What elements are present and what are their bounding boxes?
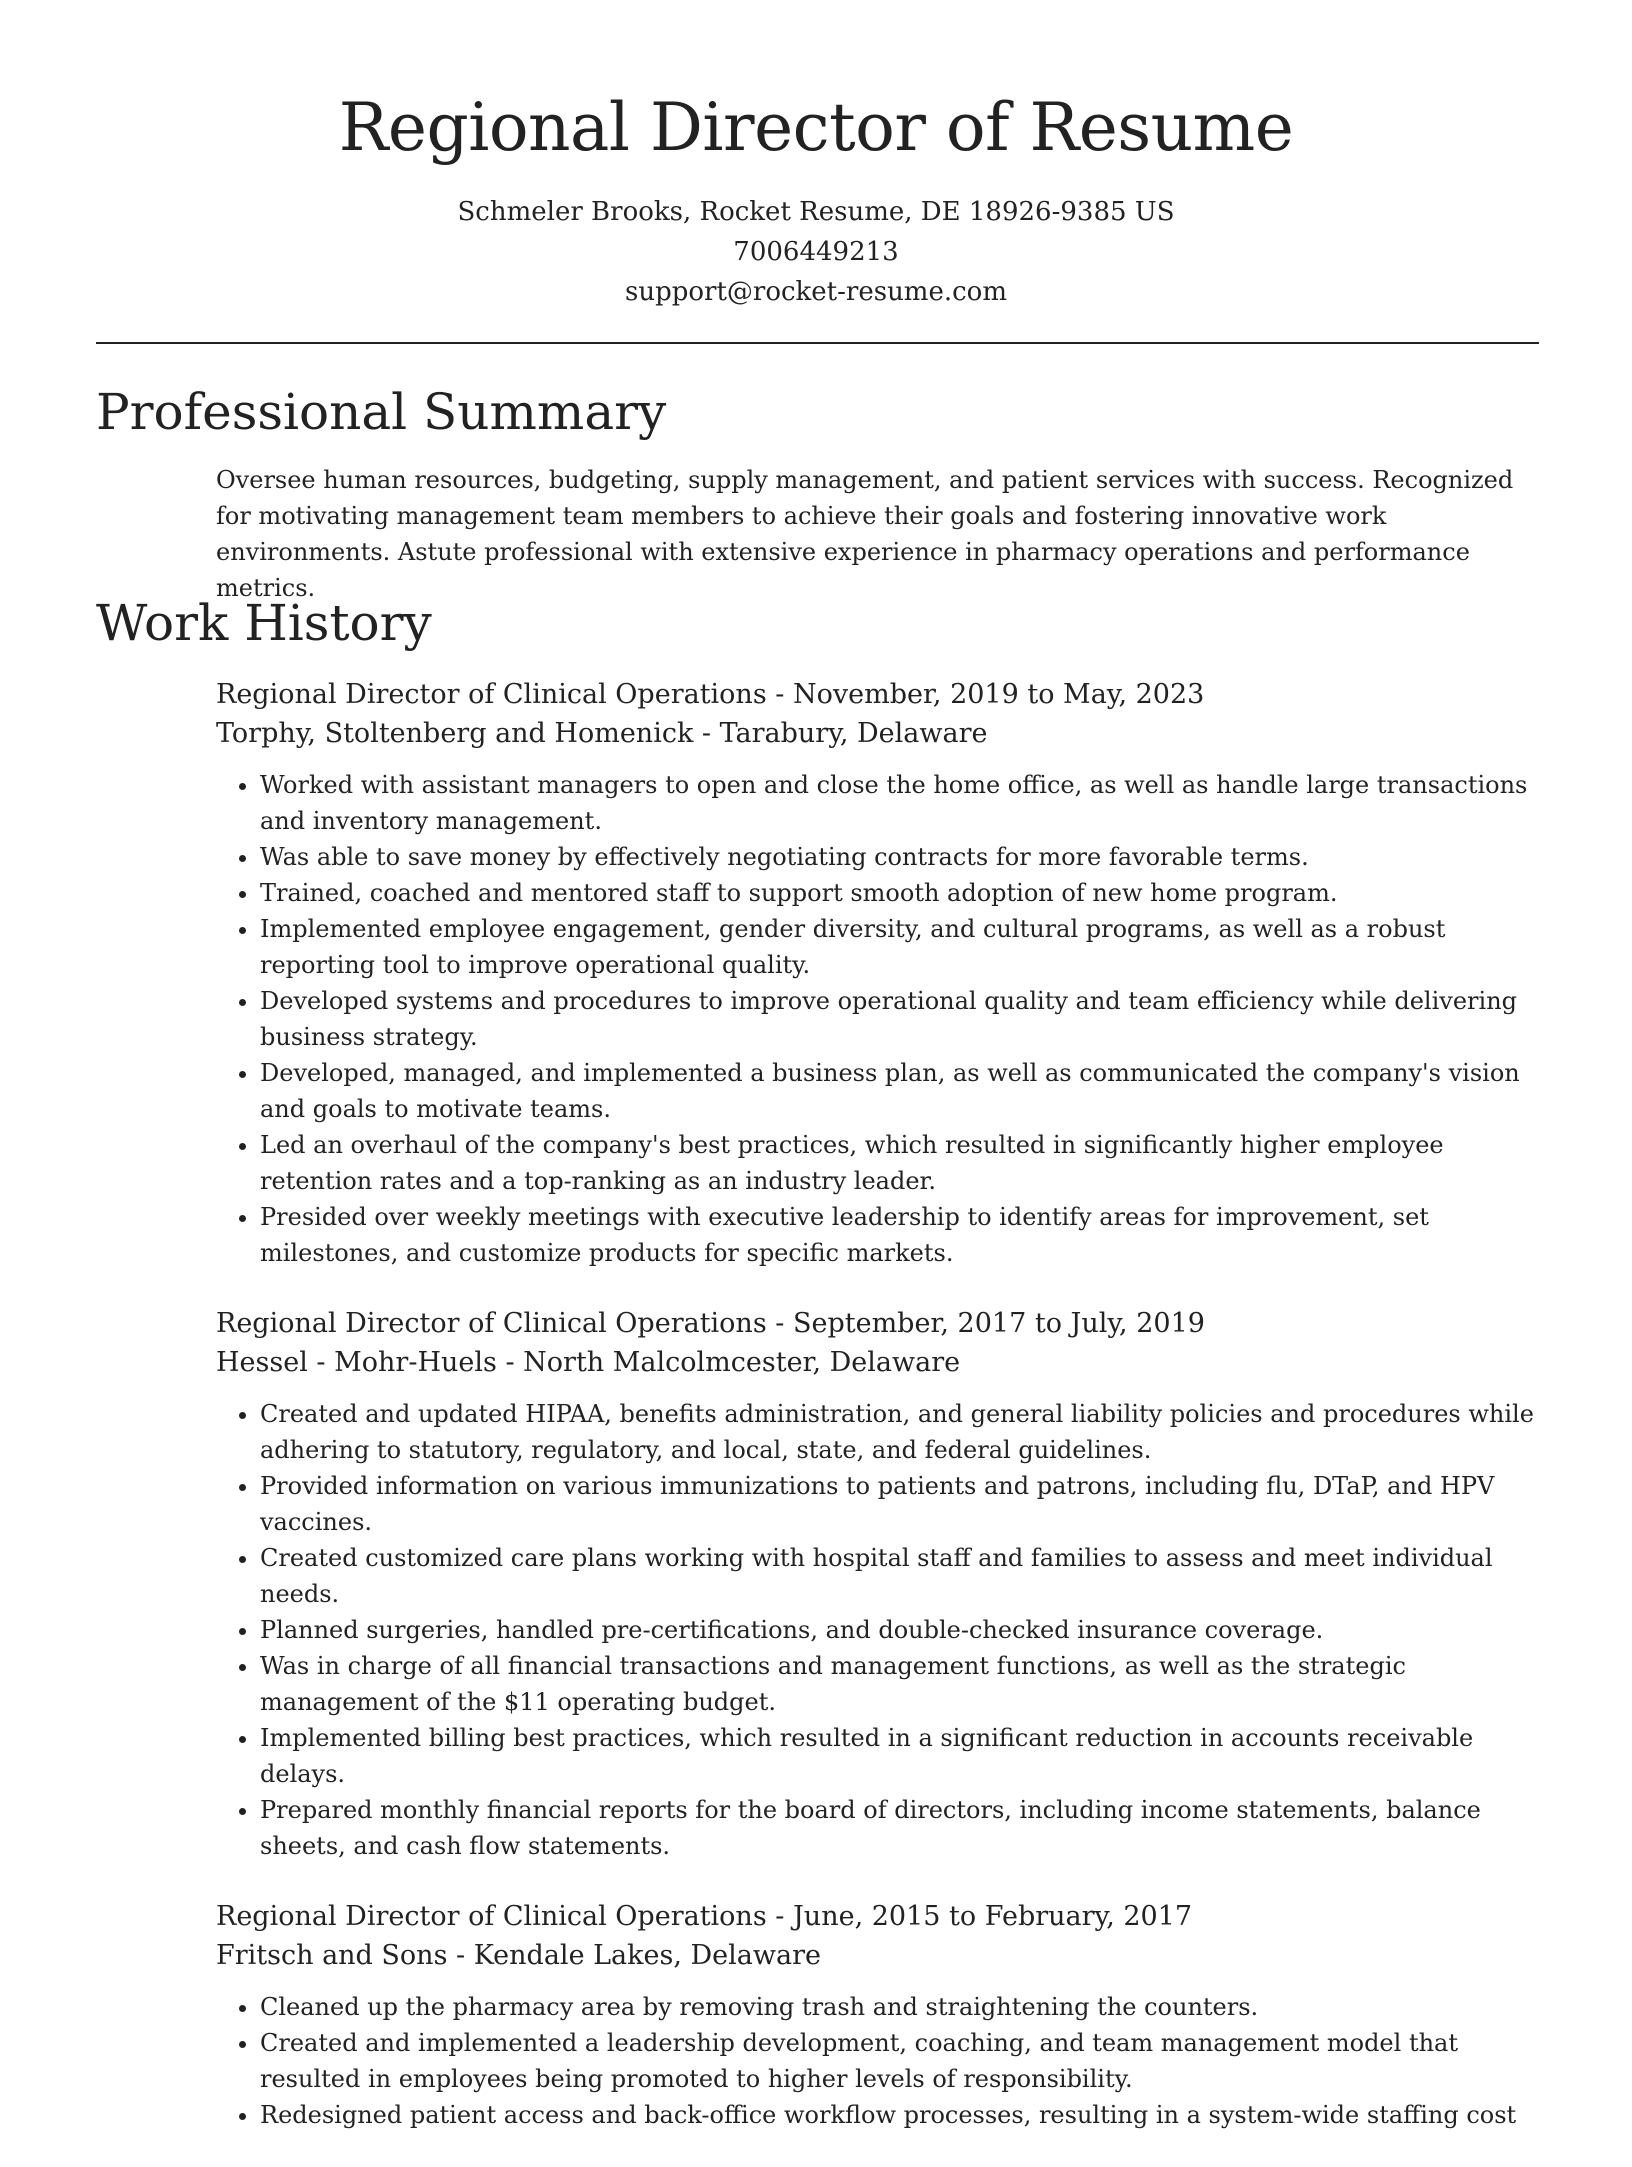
job-company: Torphy, Stoltenberg and Homenick xyxy=(216,717,694,749)
job-bullet: • Redesigned patient access and back-office workflow processes, resulting in a system-wide staffing cost xyxy=(260,2097,1546,2133)
job-company-line: Hessel - Mohr-Huels - North Malcolmcester, Delaware xyxy=(216,1346,961,1378)
summary-heading: Professional Summary xyxy=(96,383,667,441)
job-company-line: Torphy, Stoltenberg and Homenick - Tarabury, Delaware xyxy=(216,717,988,749)
job-bullet: • Trained, coached and mentored staff to support smooth adoption of new home program. xyxy=(260,875,1546,911)
job-bullets xyxy=(216,1989,1546,2133)
job-title-line: Regional Director of Clinical Operations - September, 2017 to July, 2019 xyxy=(216,1308,1205,1339)
job-bullet: • Led an overhaul of the company's best practices, which resulted in significantly higher employee retention rates and a top-ranking as an industry leader. xyxy=(260,1127,1546,1199)
job-dates: September, 2017 to July, 2019 xyxy=(792,1308,1205,1339)
job-bullet: • Implemented billing best practices, which resulted in a significant reduction in accounts receivable delays. xyxy=(260,1720,1546,1792)
resume-header xyxy=(0,0,1632,312)
job-location: Kendale Lakes, Delaware xyxy=(473,1939,821,1971)
work-history-heading: Work History xyxy=(96,594,432,652)
job-entry xyxy=(216,1305,1546,1864)
job-company: Fritsch and Sons xyxy=(216,1939,448,1971)
job-location: North Malcolmcester, Delaware xyxy=(523,1346,961,1378)
job-bullet: • Created and updated HIPAA, benefits administration, and general liability policies and procedures while adhering to statutory, regulatory, and local, state, and federal guidelines. xyxy=(260,1396,1546,1468)
contact-phone: 7006449213 xyxy=(733,237,899,267)
job-location: Tarabury, Delaware xyxy=(719,717,988,749)
header-divider xyxy=(96,342,1539,344)
job-bullets xyxy=(216,1396,1546,1864)
job-bullet: • Planned surgeries, handled pre-certifications, and double-checked insurance coverage. xyxy=(260,1612,1546,1648)
job-entry xyxy=(216,1898,1546,2133)
job-title: Regional Director of Clinical Operations xyxy=(216,1901,767,1932)
job-title-line: Regional Director of Clinical Operations - June, 2015 to February, 2017 xyxy=(216,1901,1193,1932)
job-bullet: • Was able to save money by effectively negotiating contracts for more favorable terms. xyxy=(260,839,1546,875)
job-bullet: • Created and implemented a leadership development, coaching, and team management model that resulted in employees being promoted to higher levels of responsibility. xyxy=(260,2025,1546,2097)
job-title: Regional Director of Clinical Operations xyxy=(216,1308,767,1339)
job-bullet: • Implemented employee engagement, gender diversity, and cultural programs, as well as a robust reporting tool to improve operational quality. xyxy=(260,911,1546,983)
contact-address: Schmeler Brooks, Rocket Resume, DE 18926-9385 US xyxy=(457,197,1175,227)
job-bullet: • Worked with assistant managers to open and close the home office, as well as handle large transactions and inventory management. xyxy=(260,767,1546,839)
contact-email: support@rocket-resume.com xyxy=(624,277,1007,307)
job-bullet: • Prepared monthly financial reports for the board of directors, including income statements, balance sheets, and cash flow statements. xyxy=(260,1792,1546,1864)
work-history-list xyxy=(216,676,1546,2167)
job-bullet: • Cleaned up the pharmacy area by removing trash and straightening the counters. xyxy=(260,1989,1546,2025)
job-title-line: Regional Director of Clinical Operations - November, 2019 to May, 2023 xyxy=(216,679,1205,710)
job-bullet: • Developed systems and procedures to improve operational quality and team efficiency while delivering business strategy. xyxy=(260,983,1546,1055)
job-bullets xyxy=(216,767,1546,1271)
job-dates: June, 2015 to February, 2017 xyxy=(792,1901,1193,1932)
job-bullet: • Created customized care plans working with hospital staff and families to assess and meet individual needs. xyxy=(260,1540,1546,1612)
job-bullet: • Was in charge of all financial transactions and management functions, as well as the strategic management of the $11 operating budget. xyxy=(260,1648,1546,1720)
job-bullet: • Provided information on various immunizations to patients and patrons, including flu, DTaP, and HPV vaccines. xyxy=(260,1468,1546,1540)
job-company: Hessel - Mohr-Huels xyxy=(216,1346,497,1378)
job-dates: November, 2019 to May, 2023 xyxy=(792,679,1205,710)
job-title: Regional Director of Clinical Operations xyxy=(216,679,767,710)
job-entry xyxy=(216,676,1546,1271)
job-company-line: Fritsch and Sons - Kendale Lakes, Delaware xyxy=(216,1939,821,1971)
job-bullet: • Presided over weekly meetings with executive leadership to identify areas for improvement, set milestones, and customize products for specific markets. xyxy=(260,1199,1546,1271)
job-bullet: • Developed, managed, and implemented a business plan, as well as communicated the company's vision and goals to motivate teams. xyxy=(260,1055,1546,1127)
summary-text: Oversee human resources, budgeting, supply management, and patient services with success. Recognized for motivating management team members to achieve their goals and fostering innovative work environments. Astute professional with extensive experience in pharmacy operations and performance metrics. xyxy=(216,466,1514,602)
resume-name: Regional Director of Resume xyxy=(338,89,1294,166)
